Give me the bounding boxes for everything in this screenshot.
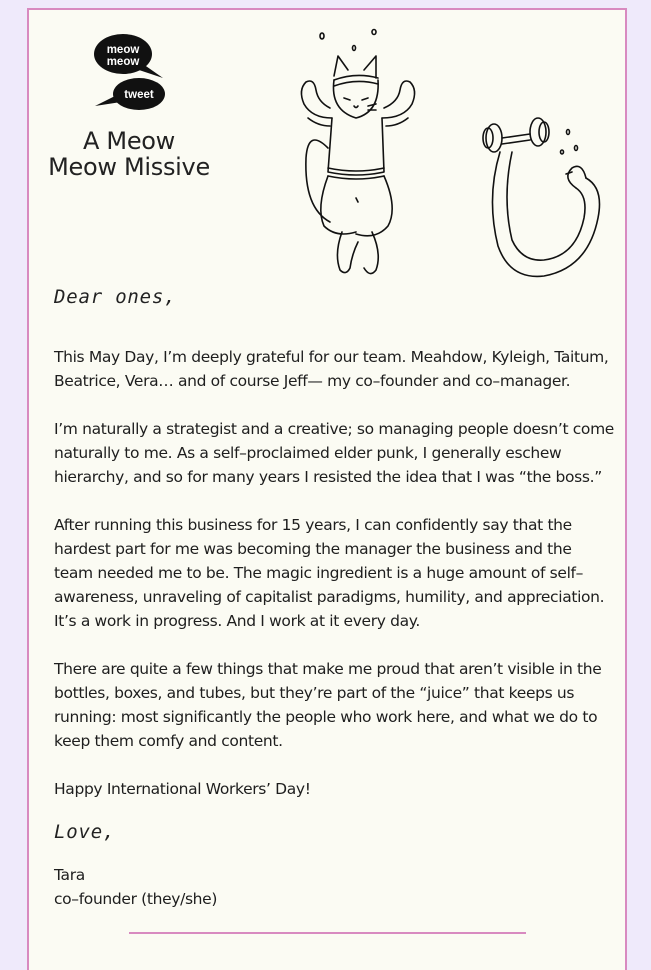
paragraph-pride: There are quite a few things that make me proud that aren’t visible in the bottles, boxes, and tubes, but they’re part of the “juice” that keeps us running: most significantly the people who work here, and what we do to keep them comfy and content. [54,660,602,750]
logo-text-meow-1: meow [106,44,140,56]
meow-meow-tweet-logo[interactable] [93,30,165,112]
letter-closing: Love, [54,821,116,843]
paragraph-strategist: I’m naturally a strategist and a creative; so managing people doesn’t come naturally to me. As a self–proclaimed elder punk, I generally eschew hierarchy, and so for many years I resisted the idea that I was “the boss.” [54,420,614,486]
cat-flexing-illustration [301,30,414,274]
title-line-1: A Meow [82,127,176,155]
snake-dumbbell-illustration [483,118,600,276]
paragraph-workers-day: Happy International Workers’ Day! [54,780,311,798]
signature-name: Tara [54,866,85,884]
divider [129,932,526,934]
paragraph-gratitude: This May Day, I’m deeply grateful for our team. Meahdow, Kyleigh, Taitum, Beatrice, Vera… and of course Jeff— my co–founder and co–manager. [54,348,609,390]
letter-card [27,8,627,970]
title-line-2: Meow Missive [48,153,210,181]
signature-role: co–founder (they/she) [54,890,218,908]
header-illustration [272,18,602,283]
logo-text-tweet: tweet [124,89,154,101]
paragraph-manager: After running this business for 15 years, I can confidently say that the hardest part for me was becoming the manager the business and the team needed me to be. The magic ingredient is a huge amount of self–awareness, unraveling of capitalist paradigms, humility, and appreciation. It’s a work in progress. And I work at it every day. [54,516,605,630]
page-title [29,128,229,180]
logo-text-meow-2: meow [106,56,140,68]
letter-greeting: Dear ones, [54,286,177,308]
